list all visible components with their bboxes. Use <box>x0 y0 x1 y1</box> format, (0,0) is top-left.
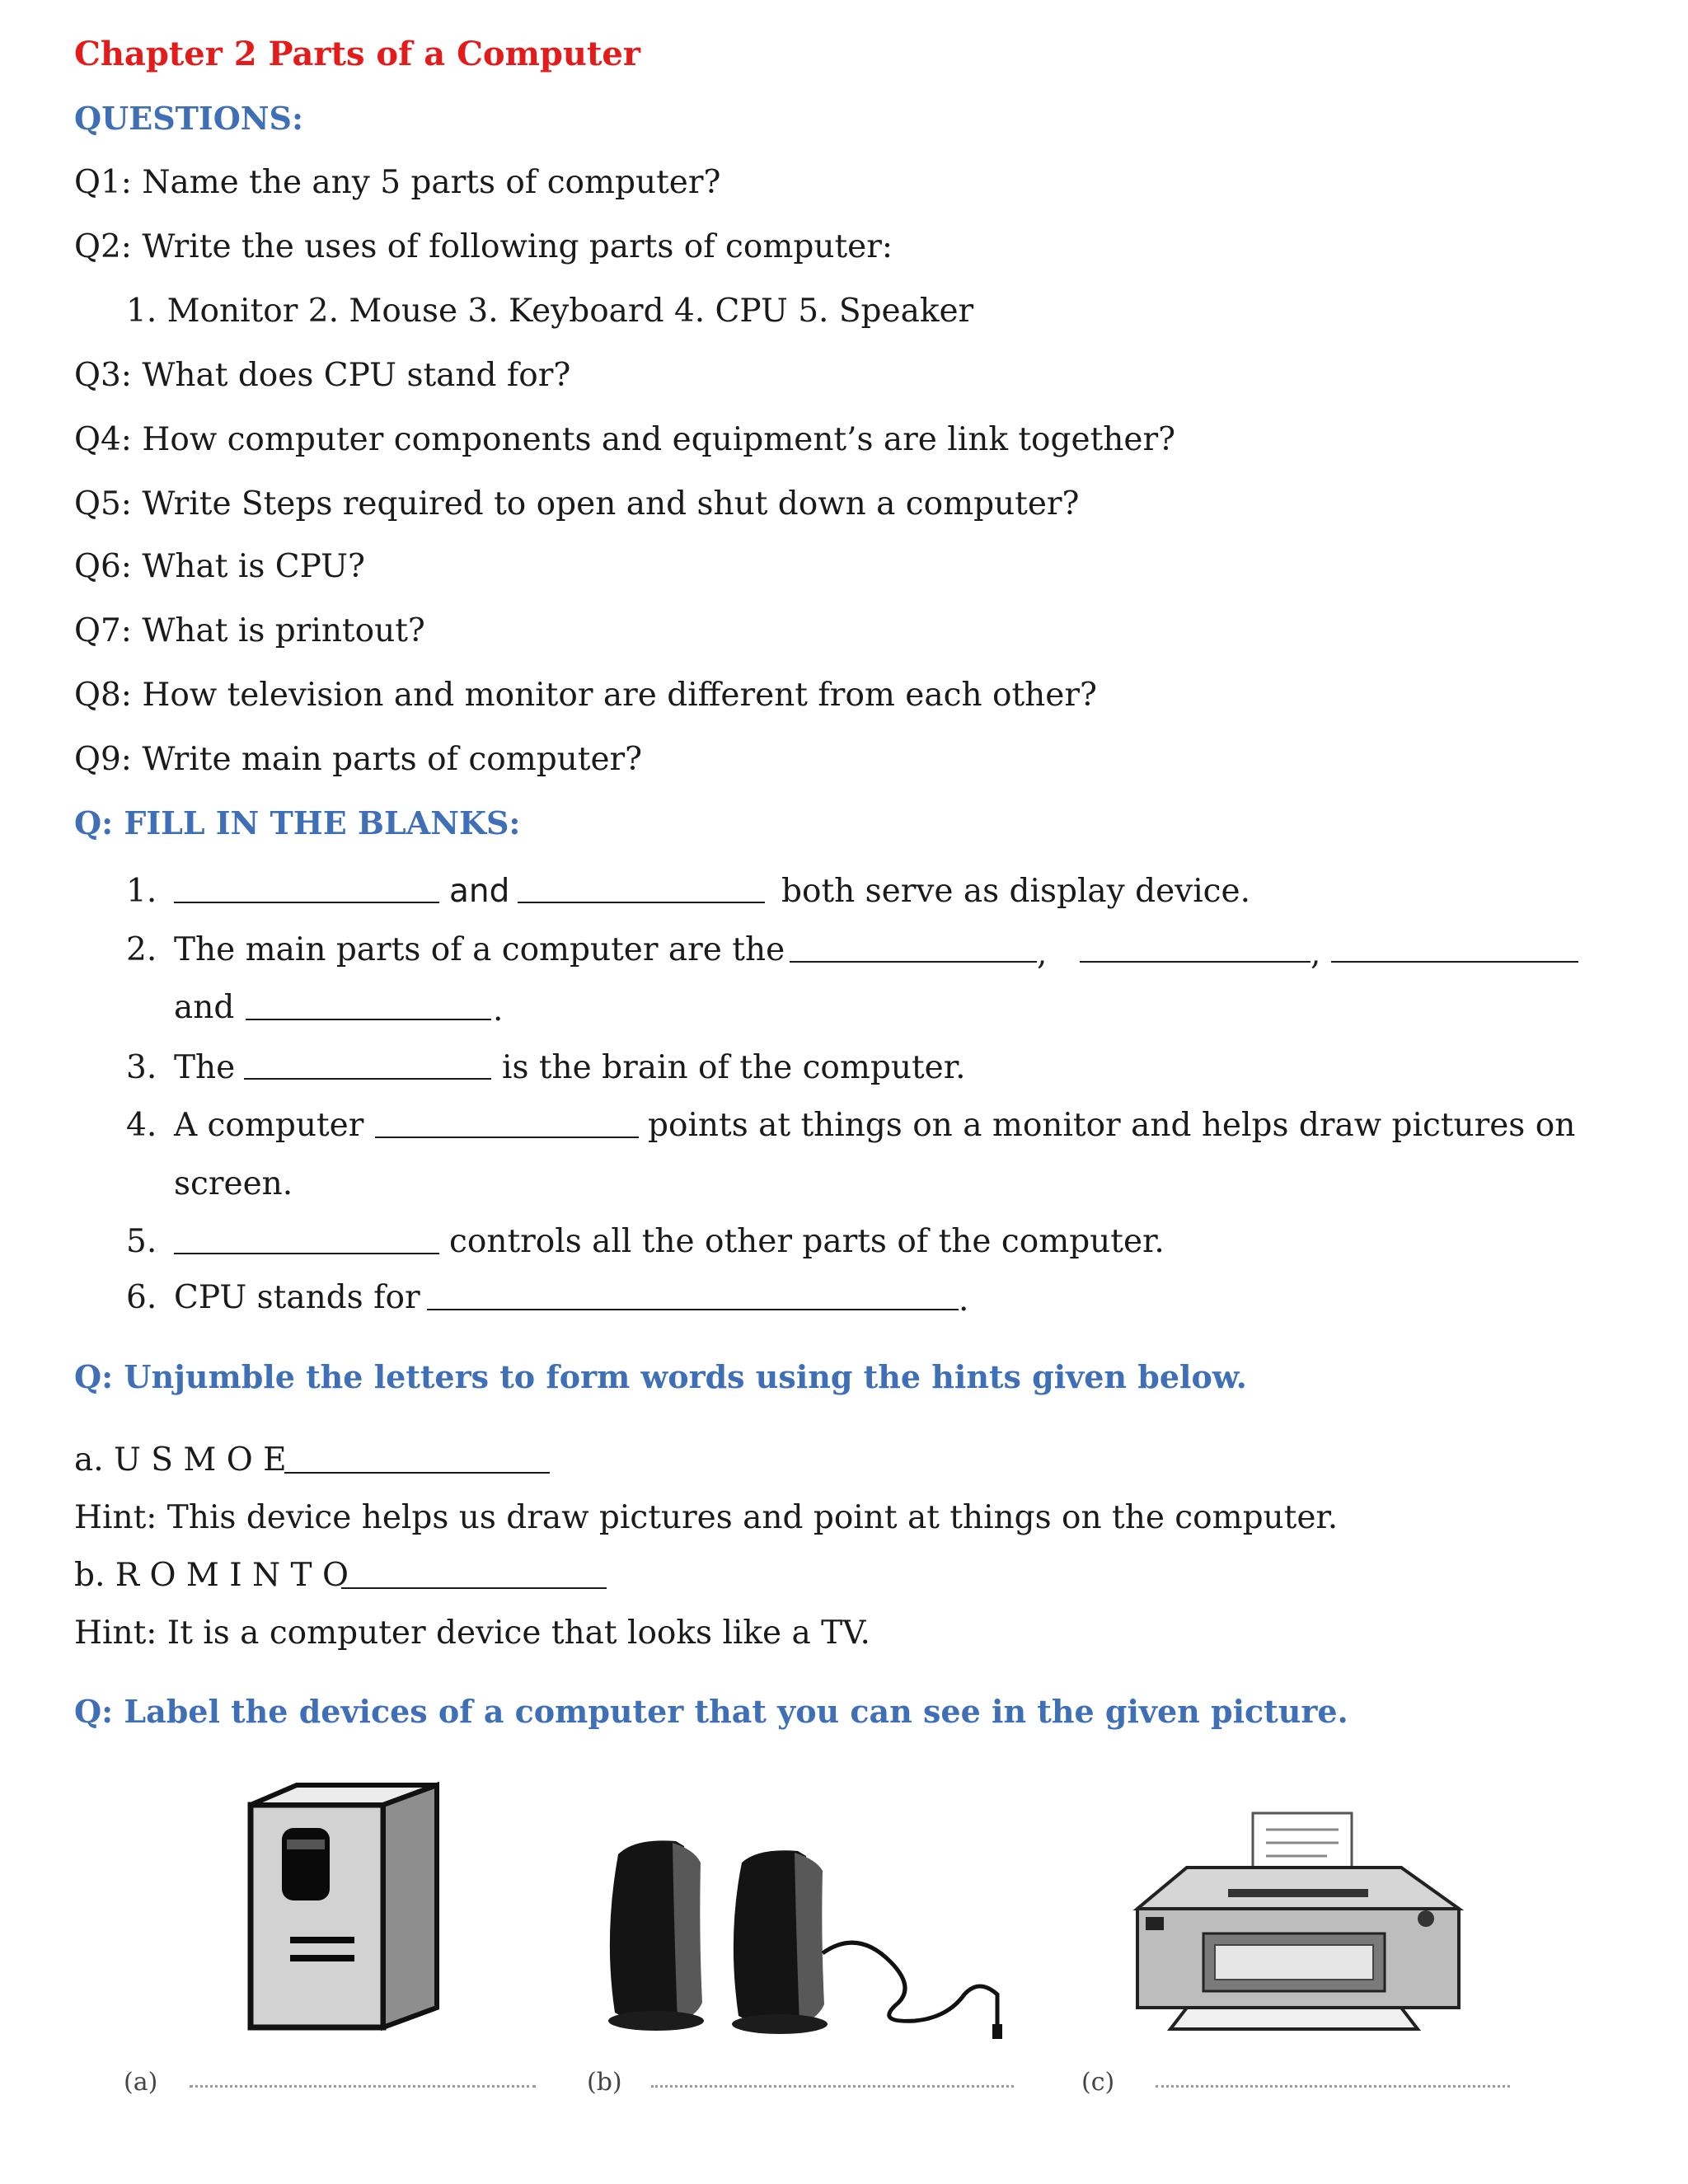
fill-item-1-blank-1[interactable] <box>174 877 439 903</box>
unjumble-heading: Q: Unjumble the letters to form words using the hints given below. <box>74 1358 1247 1395</box>
fill-item-2-and: and <box>174 989 235 1026</box>
fill-blanks-heading: Q: FILL IN THE BLANKS: <box>74 804 521 841</box>
fill-item-5-blank[interactable] <box>174 1228 439 1254</box>
question-6: Q6: What is CPU? <box>74 548 365 585</box>
question-7: Q7: What is printout? <box>74 612 425 649</box>
picture-answer-c[interactable] <box>1156 2085 1510 2088</box>
fill-item-4-text: A computer <box>174 1107 364 1144</box>
fill-item-3-blank[interactable] <box>244 1053 491 1080</box>
question-4: Q4: How computer components and equipment’s are link together? <box>74 421 1175 458</box>
fill-item-2-number: 2. <box>126 931 157 968</box>
fill-item-4-text-end: points at things on a monitor and helps draw pictures on <box>648 1107 1576 1144</box>
fill-item-1-number: 1. <box>126 873 157 910</box>
cpu-tower-icon <box>239 1780 453 2044</box>
picture-answer-b[interactable] <box>651 2085 1014 2088</box>
fill-item-1-blank-2[interactable] <box>518 877 765 903</box>
fill-item-2-text: The main parts of a computer are the <box>174 931 785 968</box>
fill-item-2-period: . <box>493 991 504 1029</box>
fill-item-6-blank[interactable] <box>427 1284 959 1310</box>
fill-item-1-text: both serve as display device. <box>781 873 1250 910</box>
fill-item-6-period: . <box>959 1282 969 1319</box>
fill-item-4-blank[interactable] <box>375 1112 639 1138</box>
fill-item-2-blank-3[interactable] <box>1331 936 1578 963</box>
question-5: Q5: Write Steps required to open and shut down a computer? <box>74 485 1080 523</box>
label-heading: Q: Label the devices of a computer that you can see in the given picture. <box>74 1693 1348 1730</box>
question-9: Q9: Write main parts of computer? <box>74 741 643 778</box>
fill-item-1-and: and <box>449 873 510 910</box>
unjumble-b-blank[interactable] <box>341 1563 607 1589</box>
unjumble-a-letters: a. U S M O E <box>74 1441 287 1479</box>
picture-label-b: (b) <box>587 2068 622 2097</box>
picture-label-c: (c) <box>1081 2068 1115 2097</box>
fill-item-2-blank-4[interactable] <box>246 994 491 1020</box>
question-2: Q2: Write the uses of following parts of computer: <box>74 228 893 265</box>
fill-item-3-number: 3. <box>126 1049 157 1086</box>
fill-item-2-blank-1[interactable] <box>790 936 1037 963</box>
fill-item-2-blank-2[interactable] <box>1080 936 1311 963</box>
fill-item-5-number: 5. <box>126 1223 157 1260</box>
unjumble-b-hint: Hint: It is a computer device that looks like a TV. <box>74 1615 870 1652</box>
questions-heading: QUESTIONS: <box>74 100 304 137</box>
unjumble-b-letters: b. R O M I N T O <box>74 1557 349 1594</box>
fill-item-3-text: is the brain of the computer. <box>502 1049 966 1086</box>
picture-answer-a[interactable] <box>190 2085 536 2088</box>
question-3: Q3: What does CPU stand for? <box>74 357 571 394</box>
fill-item-2-comma-1: , <box>1037 935 1048 972</box>
fill-item-6-text: CPU stands for <box>174 1279 420 1316</box>
fill-item-4-continuation: screen. <box>174 1165 293 1202</box>
picture-label-a: (a) <box>124 2068 158 2097</box>
unjumble-a-blank[interactable] <box>284 1447 550 1474</box>
fill-item-3-the: The <box>174 1049 236 1086</box>
printer-icon <box>1129 1810 1467 2041</box>
question-8: Q8: How television and monitor are different from each other? <box>74 677 1097 714</box>
fill-item-2-comma-2: , <box>1311 935 1321 972</box>
page-title: Chapter 2 Parts of a Computer <box>74 35 640 73</box>
question-2-list: 1. Monitor 2. Mouse 3. Keyboard 4. CPU 5. Speaker <box>126 293 974 330</box>
question-1: Q1: Name the any 5 parts of computer? <box>74 164 721 201</box>
fill-item-4-number: 4. <box>126 1107 157 1144</box>
fill-item-6-number: 6. <box>126 1279 157 1316</box>
speakers-icon <box>585 1830 1014 2044</box>
fill-item-5-text: controls all the other parts of the computer. <box>449 1223 1165 1260</box>
unjumble-a-hint: Hint: This device helps us draw pictures and point at things on the computer. <box>74 1499 1339 1536</box>
